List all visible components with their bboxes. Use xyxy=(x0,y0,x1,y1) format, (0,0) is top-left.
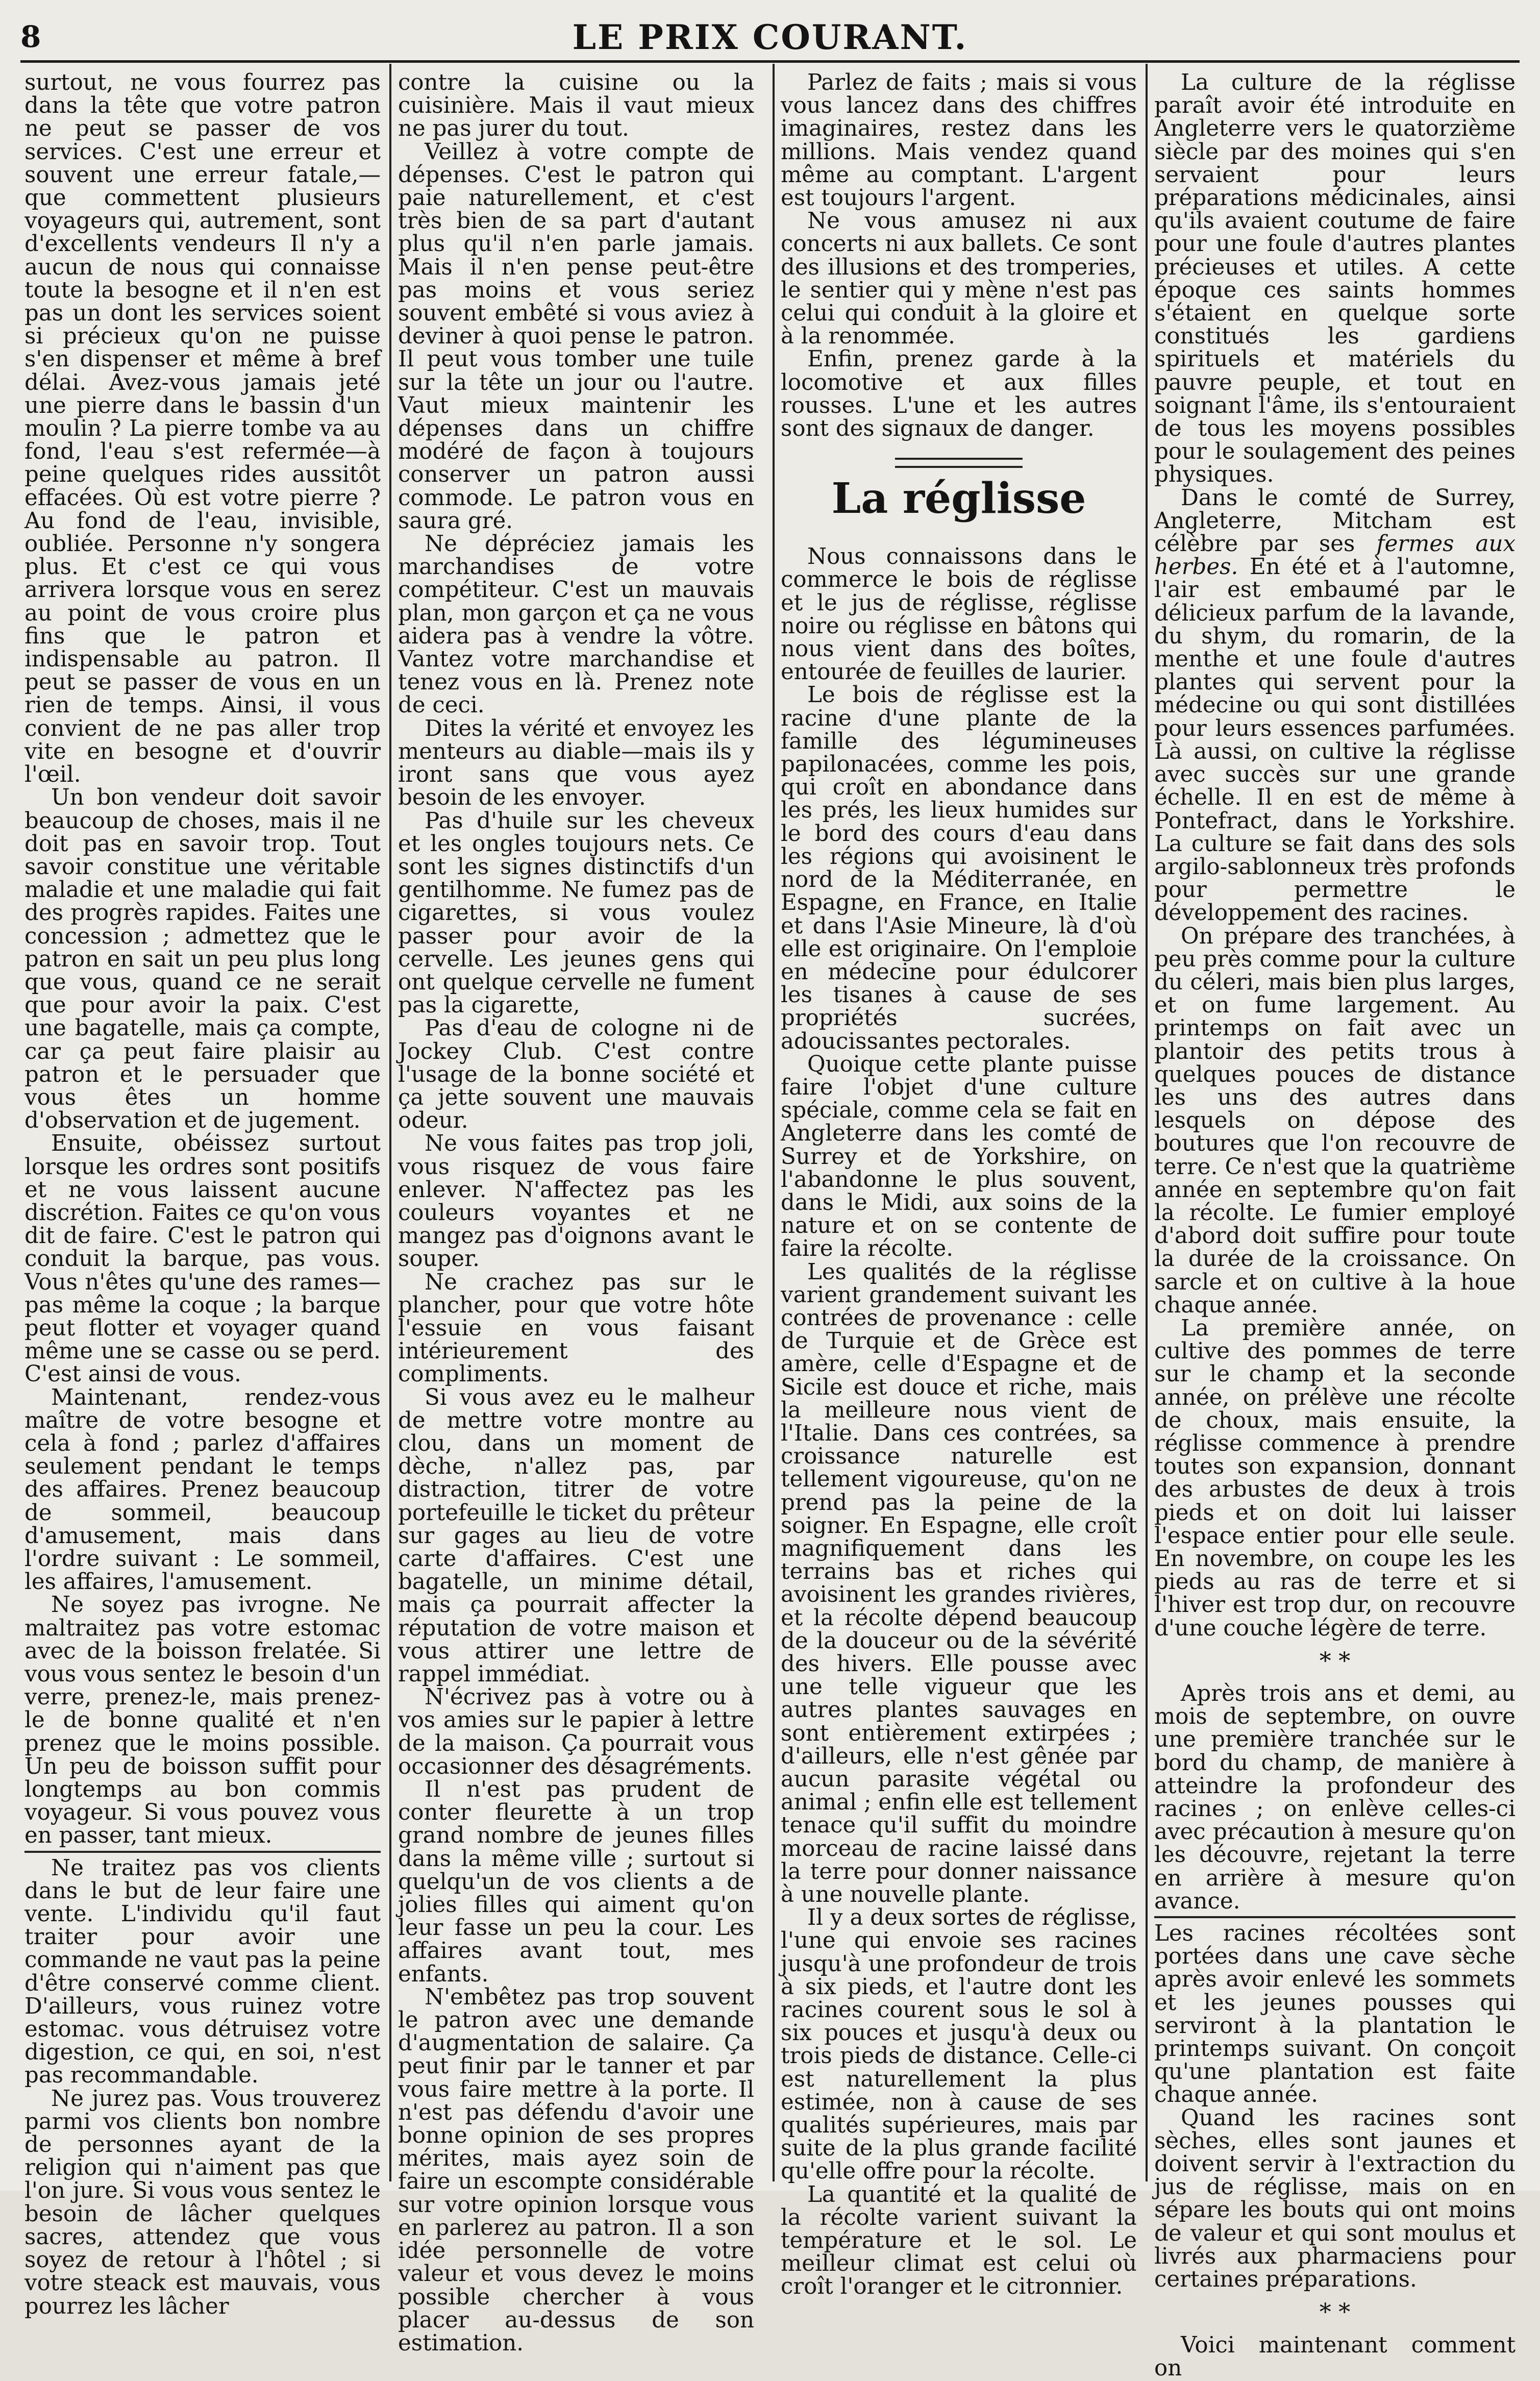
column-rule xyxy=(389,64,391,2181)
paragraph: On prépare des tranchées, à peu près comme pour la culture du céleri, mais bien plus larges, et on fume largement. Au printemps on fait avec un plantoir des petits trous à quelques pouces de distance les uns des autres dans lesquels on dépose des boutures que l'on recouvre de terre. Ce n'est que la quatrième année en septembre qu'on fait la récolte. Le fumier employé d'abord doit suffire pour toute la durée de la croissance. On sarcle et on cultive à la houe chaque année. xyxy=(1154,923,1516,1318)
section-rule xyxy=(1154,1916,1516,1918)
paragraph: Parlez de faits ; mais si vous vous lancez dans des chiffres imaginaires, restez dans les millions. Mais vendez quand même au comptant. L'argent est toujours l'argent. xyxy=(781,70,1137,211)
paragraph: Ne soyez pas ivrogne. Ne maltraitez pas votre estomac avec de la boisson frelatée. Si vous vous sentez le besoin d'un verre, prenez-le, mais prenez-le de bonne qualité et n'en prenez que le moins possible. Un peu de boisson suffit pour longtemps au bon commis voyageur. Si vous pouvez vous en passer, tant mieux. xyxy=(24,1592,381,1849)
paragraph: Les racines récoltées sont portées dans une cave sèche après avoir enlevé les sommets et les jeunes pousses qui serviront à la plantation le printemps suivant. On conçoit qu'une plantation est faite chaque année. xyxy=(1154,1921,1516,2108)
paragraph: Ne dépréciez jamais les marchandises de votre compétiteur. C'est un mauvais plan, mon garçon et ça ne vous aidera pas à vendre la vôtre. Vantez votre marchandise et tenez vous en là. Prenez note de ceci. xyxy=(398,531,754,718)
paragraph: La quantité et la qualité de la récolte varient suivant la température et le sol. Le meilleur climat est celui où croît l'oranger et le citronnier. xyxy=(781,2181,1137,2300)
paragraph: Enfin, prenez garde à la locomotive et aux filles rousses. L'une et les autres sont des signaux de danger. xyxy=(781,346,1137,442)
paragraph: Pas d'huile sur les cheveux et les ongles toujours nets. Ce sont les signes distinctifs d'un gentilhomme. Ne fumez pas de cigarettes, si vous voulez passer pour avoir de la cervelle. Les jeunes gens qui ont quelque cervelle ne fument pas la cigarette, xyxy=(398,808,754,1019)
paragraph: Ne vous amusez ni aux concerts ni aux ballets. Ce sont des illusions et des tromperies, le sentier qui y mène n'est pas celui qui conduit à la gloire et à la renommée. xyxy=(781,208,1137,350)
section-separator-stars: * * xyxy=(1319,2298,1351,2326)
article-title: La réglisse xyxy=(831,474,1086,524)
italic-phrase: fermes aux herbes. xyxy=(1154,531,1516,580)
paragraph: Voici maintenant comment on xyxy=(1154,2332,1516,2381)
paragraph: contre la cuisine ou la cuisinière. Mais il vaut mieux ne pas jurer du tout. xyxy=(398,70,754,142)
paragraph: surtout, ne vous fourrez pas dans la tête que votre patron ne peut se passer de vos services. C'est une erreur et souvent une erreur fatale,—que commettent plusieurs voyageurs qui, autrement, sont d'excellents vendeurs Il n'y a aucun de nous qui connaisse toute la besogne et il n'en est pas un dont les services soient si précieux qu'on ne puisse s'en dispenser et même à bref délai. Avez-vous jamais jeté une pierre dans le bassin d'un moulin ? La pierre tombe va au fond, l'eau s'est refermée—à peine quelques rides aussitôt effacées. Où est votre pierre ? Au fond de l'eau, invisible, oubliée. Personne n'y songera plus. Et c'est ce qui vous arrivera lorsque vous en serez au point de vous croire plus fins que le patron et indispensable au patron. Il peut se passer de vous en un rien de temps. Ainsi, il vous convient de ne pas aller trop vite en besogne et d'ouvrir l'œil. xyxy=(24,70,381,788)
section-rule xyxy=(24,1851,381,1853)
paragraph: Maintenant, rendez-vous maître de votre besogne et cela à fond ; parlez d'affaires seulement pendant le temps des affaires. Prenez beaucoup de sommeil, beaucoup d'amusement, mais dans l'ordre suivant : Le sommeil, les affaires, l'amusement. xyxy=(24,1384,381,1595)
paragraph: Si vous avez eu le malheur de mettre votre montre au clou, dans un moment de dèche, n'allez pas, par distraction, titrer de votre portefeuille le ticket du prêteur sur gages au lieu de votre carte d'affaires. C'est une bagatelle, un minime détail, mais ça pourrait affecter la réputation de votre maison et vous attirer une lettre de rappel immédiat. xyxy=(398,1384,754,1688)
paragraph: Veillez à votre compte de dépenses. C'est le patron qui paie naturellement, et c'est très bien de sa part d'autant plus qu'il n'en parle jamais. Mais il n'en pense peut-être pas moins et vous seriez souvent embêté si vous aviez à deviner à quoi pense le patron. Il peut vous tomber une tuile sur la tête un jour ou l'autre. Vaut mieux maintenir les dépenses dans un chiffre modéré de façon à toujours conserver un patron aussi commode. Le patron vous en saura gré. xyxy=(398,139,754,534)
column-rule xyxy=(1146,64,1148,2181)
paragraph: Pas d'eau de cologne ni de Jockey Club. C'est contre l'usage de la bonne société et ça jette souvent une mauvais odeur. xyxy=(398,1015,754,1134)
paragraph: Quoique cette plante puisse faire l'objet d'une culture spéciale, comme cela se fait en Angleterre dans les comté de Surrey et de Yorkshire, on l'abandonne le plus souvent, dans le Midi, aux soins de la nature et on se contente de faire la récolte. xyxy=(781,1051,1137,1262)
article-heading-block xyxy=(781,458,1137,524)
paragraph: Après trois ans et demi, au mois de septembre, on ouvre une première tranchée sur le bord du champ, de manière à atteindre la profondeur des racines ; on enlève celles-ci avec précaution à mesure qu'on les découvre, rejetant la terre en arrière à mesure qu'on avance. xyxy=(1154,1681,1516,1914)
paragraph: Ne jurez pas. Vous trouverez parmi vos clients bon nombre de personnes ayant de la religion qui n'aiment pas que l'on jure. Si vous vous sentez le besoin de lâcher quelques sacres, attendez que vous soyez de retour à l'hôtel ; si votre steack est mauvais, vous pourrez les lâcher xyxy=(24,2086,381,2319)
paragraph: Dites la vérité et envoyez les menteurs au diable—mais ils y iront sans que vous ayez besoin de les envoyer. xyxy=(398,715,754,811)
paragraph: Il n'est pas prudent de conter fleurette à un trop grand nombre de jeunes filles dans la même ville ; surtout si quelqu'un de vos clients a de jolies filles qui aiment qu'on leur fasse un peu la cour. Les affaires avant tout, mes enfants. xyxy=(398,1777,754,1987)
paragraph xyxy=(1154,487,1516,925)
page-number: 8 xyxy=(20,19,41,54)
column-2 xyxy=(398,70,754,2356)
masthead xyxy=(0,0,1540,66)
paragraph: La première année, on cultive des pommes de terre sur le champ et la seconde année, on prélève une récolte de choux, mais ensuite, la réglisse commence à prendre toutes son expansion, donnant des arbustes de deux à trois pieds et on doit lui laisser l'espace entier pour elle seule. En novembre, on coupe les les pieds au ras de terre et si l'hiver est trop dur, on recouvre d'une couche légère de terre. xyxy=(1154,1315,1516,1641)
paragraph: Ensuite, obéissez surtout lorsque les ordres sont positifs et ne vous laissent aucune discrétion. Faites ce qu'on vous dit de faire. C'est le patron qui conduit la barque, pas vous. Vous n'êtes qu'une des rames—pas même la coque ; la barque peut flotter et voyager quand même une se casse ou se perd. C'est ainsi de vous. xyxy=(24,1131,381,1387)
column-4 xyxy=(1154,70,1516,2381)
paragraph: Un bon vendeur doit savoir beaucoup de choses, mais il ne doit pas en savoir trop. Tout savoir constitue une véritable maladie et une maladie qui fait des progrès rapides. Faites une concession ; admettez que le patron en sait un peu plus long que vous, quand ce ne serait que pour avoir la paix. C'est une bagatelle, mais ça compte, car ça peut faire plaisir au patron et le persuader que vous êtes un homme d'observation et de jugement. xyxy=(24,785,381,1134)
paragraph: Nous connaissons dans le commerce le bois de réglisse et le jus de réglisse, réglisse noire ou réglisse en bâtons qui nous vient dans des boîtes, entourée de feuilles de laurier. xyxy=(781,544,1137,685)
paragraph-text: En été et à l'automne, l'air est embaumé par le délicieux parfum de la lavande, du shym, du romarin, de la menthe et une foule d'autres plantes qui servent pour la médecine ou qui sont distillées pour leurs essences parfumées. Là aussi, on cultive la réglisse avec succès sur une grande échelle. Il en est de même à Pontefract, dans le Yorkshire. La culture se fait dans des sols argilo-sablonneux très profonds pour permettre le développement des racines. xyxy=(1154,554,1516,926)
paragraph: Les qualités de la réglisse varient grandement suivant les contrées de provenance : celle de Turquie et de Grèce est amère, celle d'Espagne et de Sicile est douce et riche, mais la meilleure nous vient de l'Italie. Dans ces contrées, sa croissance naturelle est tellement vigoureuse, qu'on ne prend pas la peine de la soigner. En Espagne, elle croît magnifiquement dans les terrains bas et riches qui avoisinent les grandes rivières, et la récolte dépend beaucoup de la douceur ou de la sévérité des hivers. Elle pousse avec une telle vigueur que les autres plantes sauvages en sont entièrement extirpées ; d'ailleurs, elle n'est gênée par aucun parasite végétal ou animal ; enfin elle est tellement tenace qu'il suffit du moindre morceau de racine laissé dans la terre pour donner naissance à une nouvelle plante. xyxy=(781,1259,1137,1908)
paragraph: Le bois de réglisse est la racine d'une plante de la famille des légumineuses papilonacées, comme les pois, qui croît en abondance dans les prés, les lieux humides sur le bord des cours d'eau dans les régions qui avoisinent le nord de la Méditerranée, en Espagne, en France, en Italie et dans l'Asie Mineure, là d'où elle est originaire. On l'emploie en médecine pour édulcorer les tisanes à cause de ses propriétés sucrées, adoucissantes pectorales. xyxy=(781,682,1137,1054)
paragraph: N'embêtez pas trop souvent le patron avec une demande d'augmentation de salaire. Ça peut finir par le tanner et par vous faire mettre à la porte. Il n'est pas défendu d'avoir une bonne opinion de ses propres mérites, mais ayez soin de faire un escompte considérable sur votre opinion lorsque vous en parlerez au patron. Il a son idée personnelle de votre valeur et vous devez le moins possible chercher à vous placer au-dessus de son estimation. xyxy=(398,1984,754,2356)
paragraph: Ne crachez pas sur le plancher, pour que votre hôte l'essuie en vous faisant intérieurement des compliments. xyxy=(398,1269,754,1387)
paragraph: Ne vous faites pas trop joli, vous risquez de vous faire enlever. N'affectez pas les couleurs voyantes et ne mangez pas d'oignons avant le souper. xyxy=(398,1131,754,1272)
paragraph: La culture de la réglisse paraît avoir été introduite en Angleterre vers le quatorzième siècle par des moines qui s'en servaient pour leurs préparations médicinales, ainsi qu'ils avaient coutume de faire pour une foule d'autres plantes précieuses et utiles. A cette époque ces saints hommes s'étaient en quelque sorte constitués les gardiens spirituels et matériels du pauvre peuple, et tout en soignant l'âme, ils s'entouraient de tous les moyens possibles pour le soulagement des peines physiques. xyxy=(1154,70,1516,488)
column-1 xyxy=(24,70,381,2319)
column-rule xyxy=(773,64,775,2181)
paragraph: Ne traitez pas vos clients dans le but de leur faire une vente. L'individu qu'il faut traiter pour avoir une commande ne vaut pas la peine d'être conservé comme client. D'ailleurs, vous ruinez votre estomac. vous détruisez votre digestion, ce qui, en soi, n'est pas recommandable. xyxy=(24,1855,381,2089)
paragraph: N'écrivez pas à votre ou à vos amies sur le papier à lettre de la maison. Ça pourrait vous occasionner des désagréments. xyxy=(398,1684,754,1779)
section-separator-stars: * * xyxy=(1319,1646,1351,1674)
heading-double-rule xyxy=(895,458,1023,468)
paragraph-text: Dans le comté de Surrey, Angleterre, Mitcham est célèbre par ses xyxy=(1154,485,1516,557)
paragraph: Il y a deux sortes de réglisse, l'une qui envoie ses racines jusqu'à une profondeur de trois à six pieds, et l'autre dont les racines courent sous le sol à six pouces et jusqu'à deux ou trois pieds de distance. Celle-ci est naturellement la plus estimée, non à cause de ses qualités supérieures, mais par suite de la plus grande facilité qu'elle offre pour la récolte. xyxy=(781,1905,1137,2185)
header-rule xyxy=(20,60,1520,63)
column-3 xyxy=(781,70,1137,2300)
paragraph: Quand les racines sont sèches, elles sont jaunes et doivent servir à l'extraction du jus de réglisse, mais on en sépare les bouts qui ont moins de valeur et qui sont moulus et livrés aux pharmaciens pour certaines préparations. xyxy=(1154,2105,1516,2293)
newspaper-title: LE PRIX COURANT. xyxy=(572,17,968,57)
